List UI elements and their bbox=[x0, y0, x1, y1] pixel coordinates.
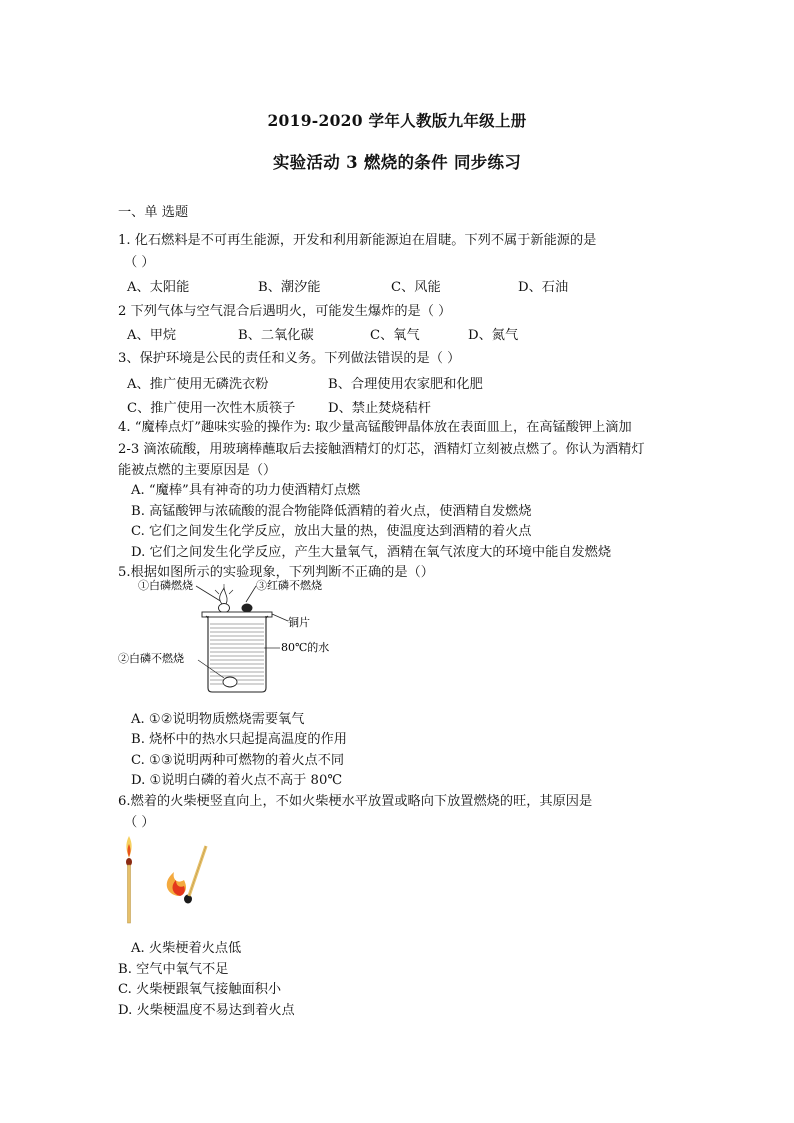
q6-option-c: C. 火柴梗跟氧气接触面积小 bbox=[118, 982, 282, 997]
white-phosphorus-icon bbox=[219, 604, 230, 613]
question-1-paren: （ ） bbox=[124, 255, 155, 270]
section-heading: 一、单 选题 bbox=[118, 205, 189, 220]
tilted-match-icon bbox=[167, 846, 206, 904]
q2-option-a: A、甲烷 bbox=[127, 328, 177, 343]
q5-option-c: C. ①③说明两种可燃物的着火点不同 bbox=[131, 753, 345, 768]
q2-option-d: D、氮气 bbox=[468, 328, 519, 343]
q5-option-d: D. ①说明白磷的着火点不高于 80℃ bbox=[131, 773, 343, 788]
hot-water bbox=[210, 624, 264, 684]
q5-option-a: A. ①②说明物质燃烧需要氧气 bbox=[131, 712, 305, 727]
label-hot-water: 80℃的水 bbox=[281, 641, 330, 654]
q4-option-c: C. 它们之间发生化学反应，放出大量的热，使温度达到酒精的着火点 bbox=[131, 524, 532, 539]
q2-option-b: B、二氧化碳 bbox=[238, 328, 314, 343]
matches-figure bbox=[118, 836, 218, 928]
question-6-text: 6.燃着的火柴梗竖直向上，不如火柴梗水平放置或略向下放置燃烧的旺，其原因是 bbox=[118, 794, 593, 809]
vertical-match-icon bbox=[126, 836, 132, 923]
question-2-text: 2 下列气体与空气混合后遇明火，可能发生爆炸的是（ ） bbox=[118, 304, 452, 319]
q1-option-d: D、石油 bbox=[518, 280, 569, 295]
question-4-line-2: 2-3 滴浓硫酸，用玻璃棒蘸取后去接触酒精灯的灯芯，酒精灯立刻被点燃了。你认为酒精灯 bbox=[118, 442, 645, 457]
submerged-white-phosphorus-icon bbox=[223, 677, 237, 687]
q6-option-a: A. 火柴梗着火点低 bbox=[131, 941, 242, 956]
page-title: 2019-2020 学年人教版九年级上册 bbox=[267, 111, 527, 130]
q5-option-b: B. 烧杯中的热水只起提高温度的作用 bbox=[131, 732, 347, 747]
q1-option-a: A、太阳能 bbox=[127, 280, 190, 295]
label-white-phosphorus-burning: ①白磷燃烧 bbox=[138, 579, 193, 592]
label-red-phosphorus-not-burning: ③红磷不燃烧 bbox=[256, 579, 322, 592]
label-copper-sheet: 铜片 bbox=[288, 616, 310, 629]
q1-option-c: C、风能 bbox=[391, 280, 441, 295]
q3-option-c: C、推广使用一次性木质筷子 bbox=[127, 401, 296, 416]
red-phosphorus-icon bbox=[242, 604, 253, 613]
question-1-text: 1. 化石燃料是不可再生能源，开发和利用新能源迫在眉睫。下列不属于新能源的是 bbox=[118, 233, 597, 248]
q3-option-d: D、禁止焚烧秸杆 bbox=[328, 401, 431, 416]
q3-option-b: B、合理使用农家肥和化肥 bbox=[328, 377, 483, 392]
q4-option-d: D. 它们之间发生化学反应，产生大量氧气，酒精在氧气浓度大的环境中能自发燃烧 bbox=[131, 545, 612, 560]
page-subtitle: 实验活动 3 燃烧的条件 同步练习 bbox=[272, 153, 522, 172]
copper-sheet bbox=[202, 612, 272, 617]
question-6-paren: （ ） bbox=[124, 815, 155, 830]
q1-option-b: B、潮汐能 bbox=[258, 280, 321, 295]
question-4-line-1: 4. “魔棒点灯”趣味实验的操作为: 取少量高锰酸钾晶体放在表面皿上，在高锰酸钾上滴加 bbox=[118, 420, 632, 435]
question-3-text: 3、保护环境是公民的责任和义务。下列做法错误的是（ ） bbox=[118, 351, 461, 366]
q4-option-b: B. 高锰酸钾与浓硫酸的混合物能降低酒精的着火点，使酒精自发燃烧 bbox=[131, 504, 532, 519]
q3-option-a: A、推广使用无磷洗衣粉 bbox=[127, 377, 269, 392]
label-submerged-white-phosphorus: ②白磷不燃烧 bbox=[118, 652, 184, 665]
flame-icon bbox=[215, 584, 233, 604]
question-4-line-3: 能被点燃的主要原因是（） bbox=[118, 463, 277, 478]
q6-option-d: D. 火柴梗温度不易达到着火点 bbox=[118, 1003, 295, 1018]
q2-option-c: C、氧气 bbox=[370, 328, 420, 343]
q6-option-b: B. 空气中氧气不足 bbox=[118, 962, 229, 977]
q4-option-a: A. “魔棒”具有神奇的功力使酒精灯点燃 bbox=[131, 483, 361, 498]
combustion-experiment-figure bbox=[118, 576, 350, 700]
question-5-text: 5.根据如图所示的实验现象，下列判断不正确的是（） bbox=[118, 565, 434, 580]
